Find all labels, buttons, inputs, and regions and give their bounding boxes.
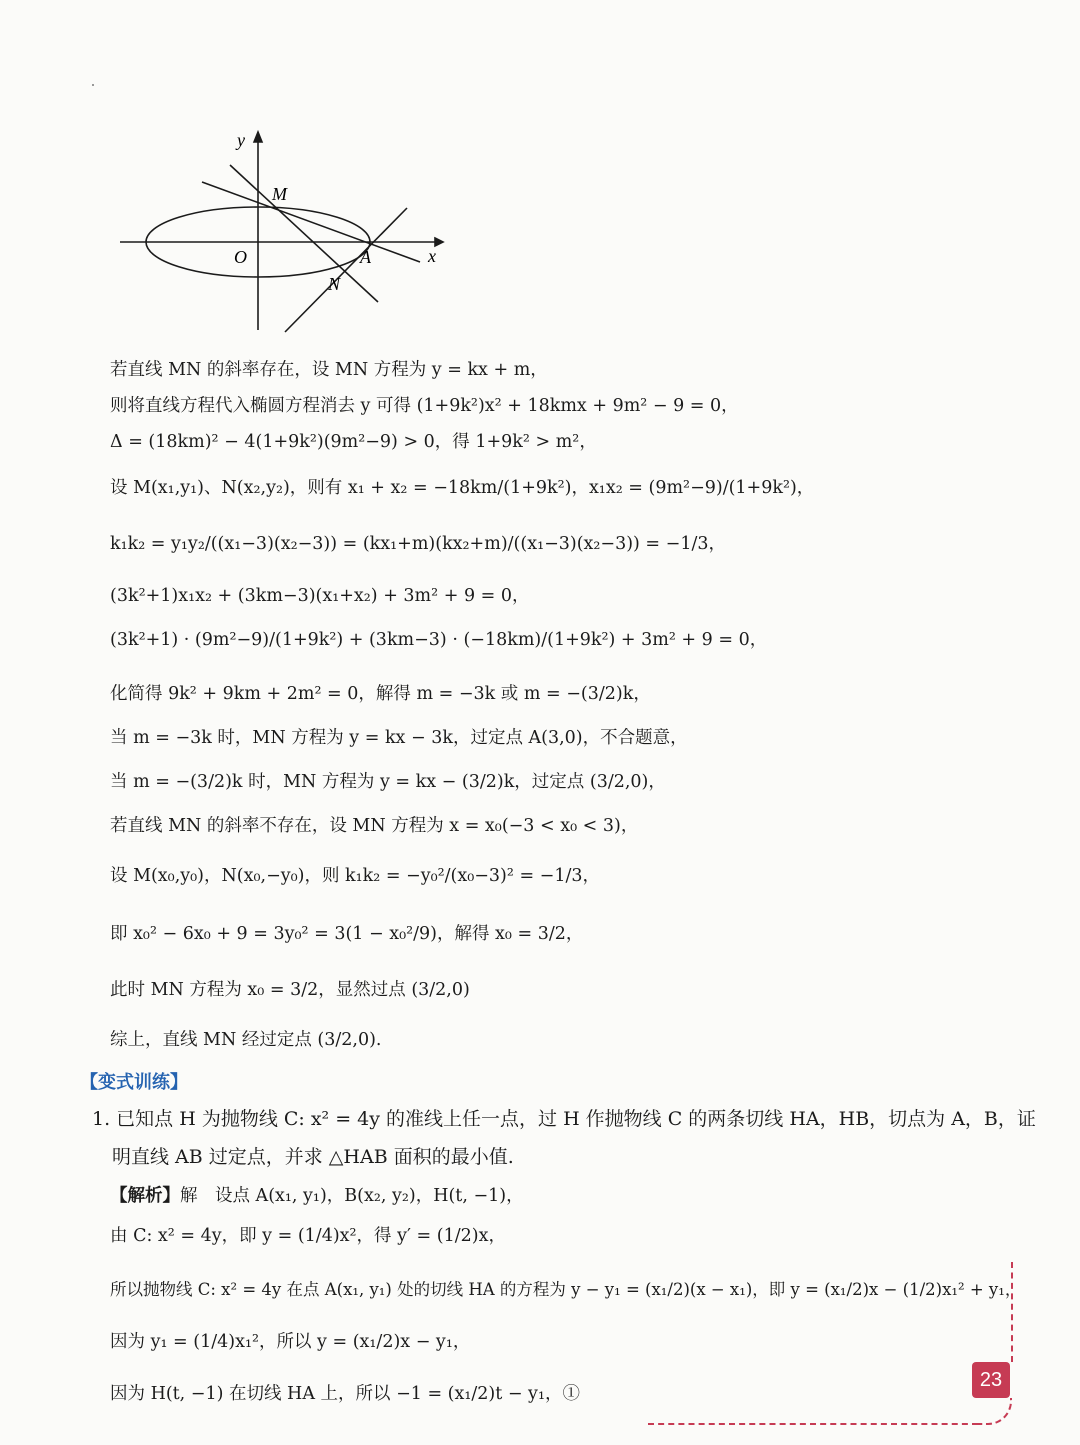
- label-m: M: [272, 184, 287, 204]
- page-number: 23: [972, 1362, 1010, 1398]
- solution-line: (3k²+1) · (9m²−9)/(1+9k²) + (3km−3) · (−18km)/(1+9k²) + 3m² + 9 = 0，: [110, 630, 768, 650]
- solution-line: 因为 H(t, −1) 在切线 HA 上，所以 −1 = (x₁/2)t − y₁，①: [110, 1384, 580, 1404]
- label-origin: O: [234, 247, 247, 267]
- solution-line: 当 m = −3k 时，MN 方程为 y = kx − 3k，过定点 A(3,0)，不合题意，: [110, 728, 688, 748]
- scan-speck: [92, 84, 94, 86]
- y-axis-arrow: [254, 132, 262, 142]
- solution-line: 若直线 MN 的斜率不存在，设 MN 方程为 x = x₀(−3 < x₀ < 3)，: [110, 816, 639, 836]
- solution-line: 则将直线方程代入椭圆方程消去 y 可得 (1+9k²)x² + 18kmx + 9m² − 9 = 0，: [110, 396, 739, 416]
- line-through-a-rising: [285, 208, 407, 332]
- solution-line: 化简得 9k² + 9km + 2m² = 0，解得 m = −3k 或 m = −(3/2)k，: [110, 684, 651, 704]
- solution-line: 即 x₀² − 6x₀ + 9 = 3y₀² = 3(1 − x₀²/9)，解得 x₀ = 3/2，: [110, 924, 584, 944]
- solution-line: 当 m = −(3/2)k 时，MN 方程为 y = kx − (3/2)k，过定点 (3/2,0)，: [110, 772, 666, 792]
- solution-line: 若直线 MN 的斜率存在，设 MN 方程为 y = kx + m，: [110, 360, 548, 380]
- dashed-border-corner: [978, 1398, 1012, 1425]
- solution-line: 综上，直线 MN 经过定点 (3/2,0).: [110, 1030, 382, 1050]
- solution-line: (3k²+1)x₁x₂ + (3km−3)(x₁+x₂) + 3m² + 9 = 0，: [110, 586, 530, 606]
- label-y: y: [237, 130, 245, 150]
- label-a: A: [360, 247, 371, 267]
- ellipse-figure: [110, 120, 450, 340]
- section-title: 【变式训练】: [80, 1072, 188, 1093]
- solution-line: 因为 y₁ = (1/4)x₁²，所以 y = (x₁/2)x − y₁，: [110, 1332, 471, 1352]
- solution-line: 解 设点 A(x₁, y₁)，B(x₂, y₂)，H(t, −1)，: [180, 1186, 524, 1206]
- solution-line: 设 M(x₀,y₀)，N(x₀,−y₀)，则 k₁k₂ = −y₀²/(x₀−3)² = −1/3，: [110, 866, 600, 886]
- solution-line: 设 M(x₁,y₁)、N(x₂,y₂)，则有 x₁ + x₂ = −18km/(1+9k²)，x₁x₂ = (9m²−9)/(1+9k²)，: [110, 478, 815, 498]
- solution-line: Δ = (18km)² − 4(1+9k²)(9m²−9) > 0，得 1+9k² > m²，: [110, 432, 597, 452]
- problem-line-2: 明直线 AB 过定点，并求 △HAB 面积的最小值.: [112, 1146, 514, 1168]
- dashed-border-vertical: [1011, 1262, 1013, 1362]
- solution-line: 所以抛物线 C: x² = 4y 在点 A(x₁, y₁) 处的切线 HA 的方程为 y − y₁ = (x₁/2)(x − x₁)，即 y = (x₁/2)x − (1/2)x₁² + y₁，: [110, 1280, 1022, 1299]
- solution-line: 此时 MN 方程为 x₀ = 3/2，显然过点 (3/2,0): [110, 980, 470, 1000]
- solution-line: k₁k₂ = y₁y₂/((x₁−3)(x₂−3)) = (kx₁+m)(kx₂+m)/((x₁−3)(x₂−3)) = −1/3，: [110, 534, 726, 554]
- solution-line: 由 C: x² = 4y，即 y = (1/4)x²，得 y′ = (1/2)x，: [110, 1226, 506, 1246]
- x-axis-arrow: [435, 238, 443, 246]
- problem-line-1: 1. 已知点 H 为抛物线 C: x² = 4y 的准线上任一点，过 H 作抛物线 C 的两条切线 HA，HB，切点为 A，B，证: [92, 1108, 1036, 1130]
- solution-label: 【解析】: [110, 1186, 180, 1206]
- dashed-border-horizontal: [648, 1423, 978, 1425]
- label-n: N: [328, 274, 341, 294]
- label-x: x: [428, 246, 436, 266]
- solution-header: [110, 1182, 524, 1207]
- line-mn: [230, 165, 378, 302]
